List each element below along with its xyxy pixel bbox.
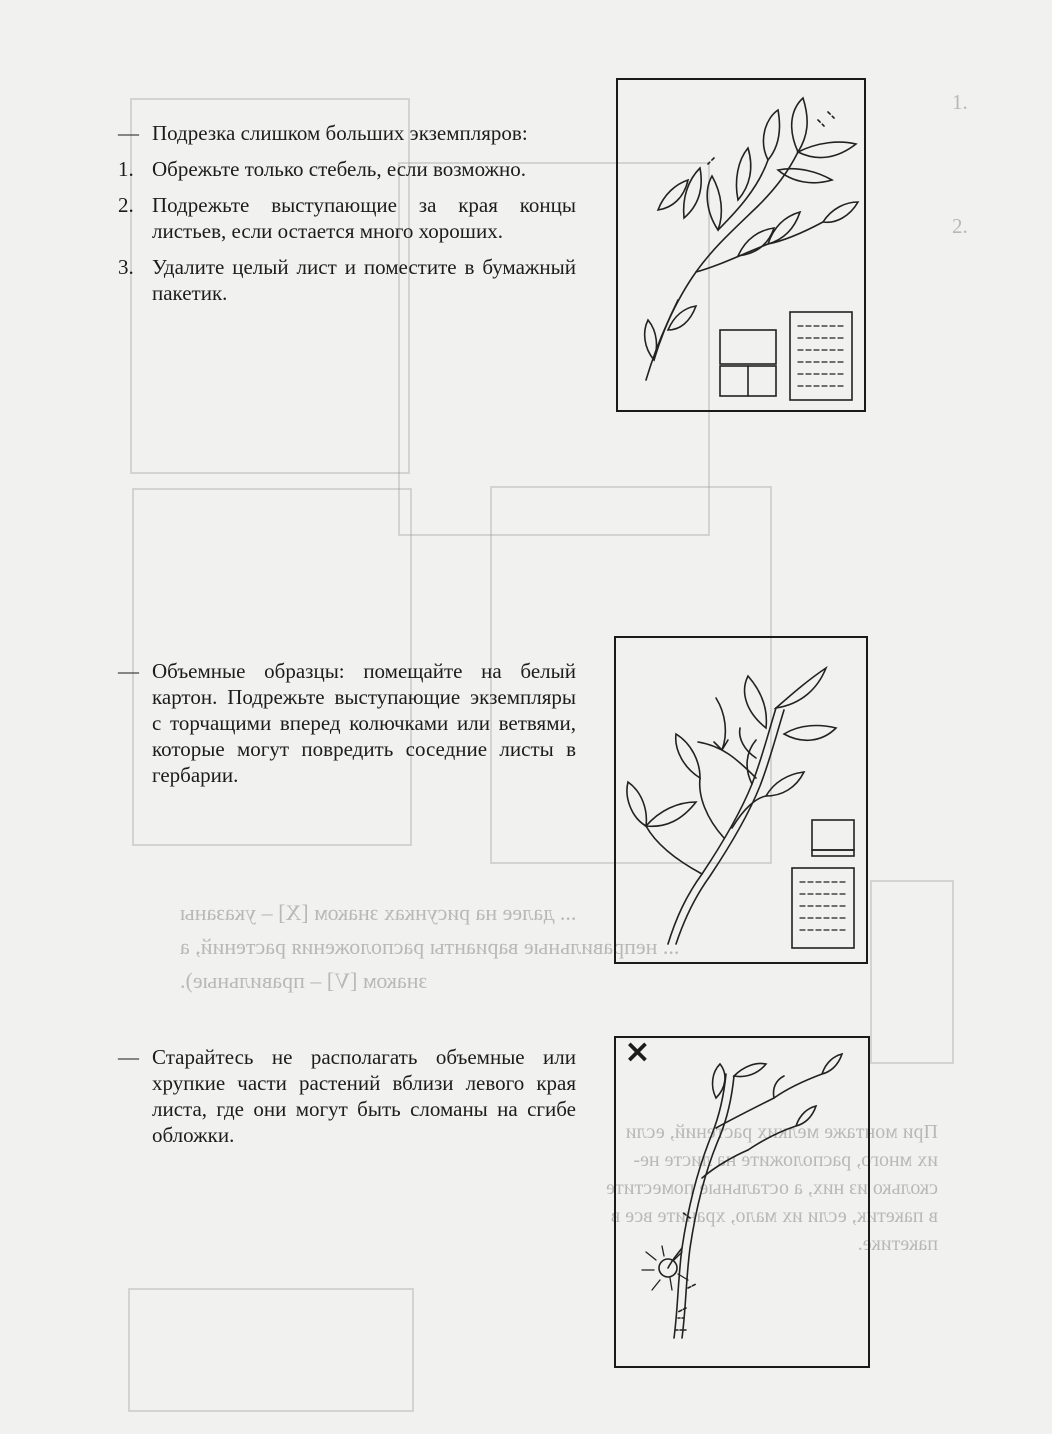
step-number: 2. (118, 193, 134, 217)
trimming-step-3 (118, 254, 576, 306)
fragile-parts-item (118, 1044, 576, 1148)
showthrough-line: При монтаже мелких растений, если (625, 1121, 938, 1143)
trimmed-plant-drawing (618, 80, 864, 410)
trimming-step-2 (118, 192, 576, 244)
step-number: 3. (118, 255, 134, 279)
trimming-section (118, 120, 576, 316)
dash-marker: — (118, 121, 139, 145)
dash-marker: — (118, 1045, 139, 1069)
step-number: 1. (118, 157, 134, 181)
showthrough-line: их много, расположите на листе не- (633, 1149, 938, 1171)
showthrough-line: сколько из них, а остальные поместите (606, 1177, 938, 1199)
figure-wrong-placement (614, 1032, 870, 1368)
fragile-plant-drawing (616, 1038, 868, 1366)
step-text: Подрежьте выступающие за края концы листьев, если остается много хороших. (152, 193, 576, 243)
showthrough-line: 1. (952, 90, 968, 114)
bulky-specimens-text: Объемные образцы: помещайте на белый картон. Подрежьте выступающие экземпляры с торчащими вперед колючками или ветвями, которые могут повредить соседние листы в гербарии. (152, 659, 576, 787)
step-text: Обрежьте только стебель, если возможно. (152, 157, 527, 181)
bulky-plant-drawing (616, 638, 866, 962)
fragile-parts-text: Старайтесь не располагать объемные или хрупкие части растений вблизи левого края листа, где они могут быть сломаны на сгибе обложки. (152, 1045, 576, 1147)
bulky-specimens-section (118, 658, 576, 798)
showthrough-text-right (952, 86, 1052, 242)
showthrough-line: ... далее на рисунках знаком [X] – указаны (180, 900, 577, 925)
step-text: Удалите целый лист и поместите в бумажный пакетик. (152, 255, 576, 305)
figure-trimmed-specimen (616, 78, 866, 412)
dash-marker: — (118, 659, 139, 683)
fragile-parts-section (118, 1044, 576, 1158)
showthrough-frame-5 (128, 1288, 414, 1412)
figure-bulky-specimen (614, 636, 868, 964)
showthrough-line: знаком [V] – правильные). (180, 968, 428, 993)
trimming-heading: Подрезка слишком больших экземпляров: (152, 121, 528, 145)
showthrough-line: ... неправильные варианты расположения растений, а (180, 934, 680, 959)
showthrough-line: в пакетик, если их мало, храните все в (610, 1205, 938, 1227)
showthrough-line: пакетике. (857, 1233, 938, 1255)
trimming-heading-item (118, 120, 576, 146)
bulky-specimens-item (118, 658, 576, 788)
showthrough-line: 2. (952, 214, 968, 238)
wrong-mark-icon: × (624, 1032, 651, 1070)
trimming-step-1 (118, 156, 576, 182)
